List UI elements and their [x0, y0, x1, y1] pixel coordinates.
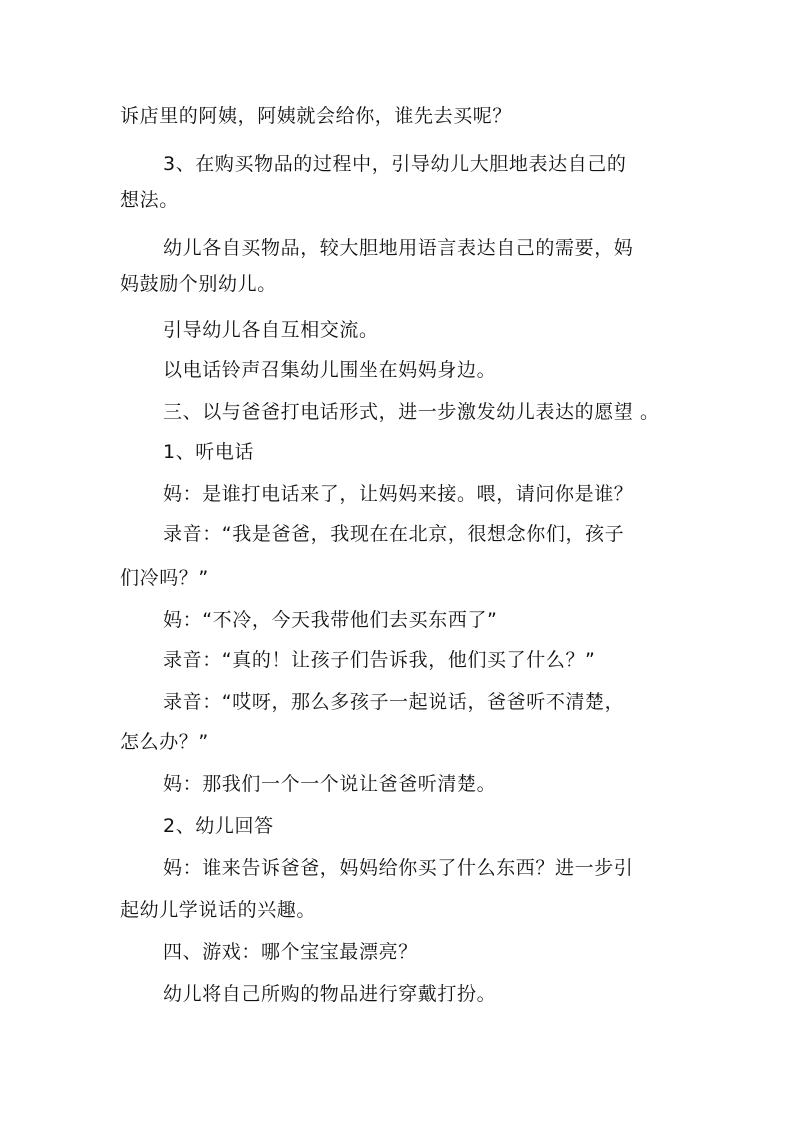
text-line: 想法。 — [120, 189, 179, 211]
text-line: 录音：“我是爸爸，我现在在北京，很想念你们，孩子 — [163, 523, 625, 545]
text-line: 幼儿将自己所购的物品进行穿戴打扮。 — [163, 983, 497, 1005]
text-line: 妈：“不冷，今天我带他们去买东西了” — [163, 609, 498, 631]
text-line: 妈：谁来告诉爸爸，妈妈给你买了什么东西？进一步引 — [163, 857, 634, 879]
text-line: 录音：“真的！让孩子们告诉我，他们买了什么？” — [163, 649, 596, 671]
text-line: 四、游戏：哪个宝宝最漂亮？ — [163, 941, 418, 963]
text-line: 妈：是谁打电话来了，让妈妈来接。喂，请问你是谁？ — [163, 483, 634, 505]
text-line: 2、幼儿回答 — [163, 815, 274, 837]
text-line: 1、听电话 — [163, 441, 255, 463]
text-line: 引导幼儿各自互相交流。 — [163, 319, 379, 341]
text-line: 以电话铃声召集幼儿围坐在妈妈身边。 — [163, 359, 497, 381]
text-line: 3、在购买物品的过程中，引导幼儿大胆地表达自己的 — [163, 153, 627, 175]
text-line: 录音：“哎呀，那么多孩子一起说话，爸爸听不清楚， — [163, 691, 625, 713]
text-line: 怎么办？” — [120, 731, 209, 753]
text-line: 们冷吗？” — [120, 567, 209, 589]
text-line: 三、以与爸爸打电话形式，进一步激发幼儿表达的愿望 。 — [163, 401, 660, 423]
text-line: 妈鼓励个别幼儿。 — [120, 273, 277, 295]
text-line: 幼儿各自买物品，较大胆地用语言表达自己的需要，妈 — [163, 237, 634, 259]
text-line: 起幼儿学说话的兴趣。 — [120, 899, 317, 921]
text-line: 诉店里的阿姨，阿姨就会给你，谁先去买呢？ — [120, 105, 513, 127]
text-line: 妈：那我们一个一个说让爸爸听清楚。 — [163, 773, 497, 795]
